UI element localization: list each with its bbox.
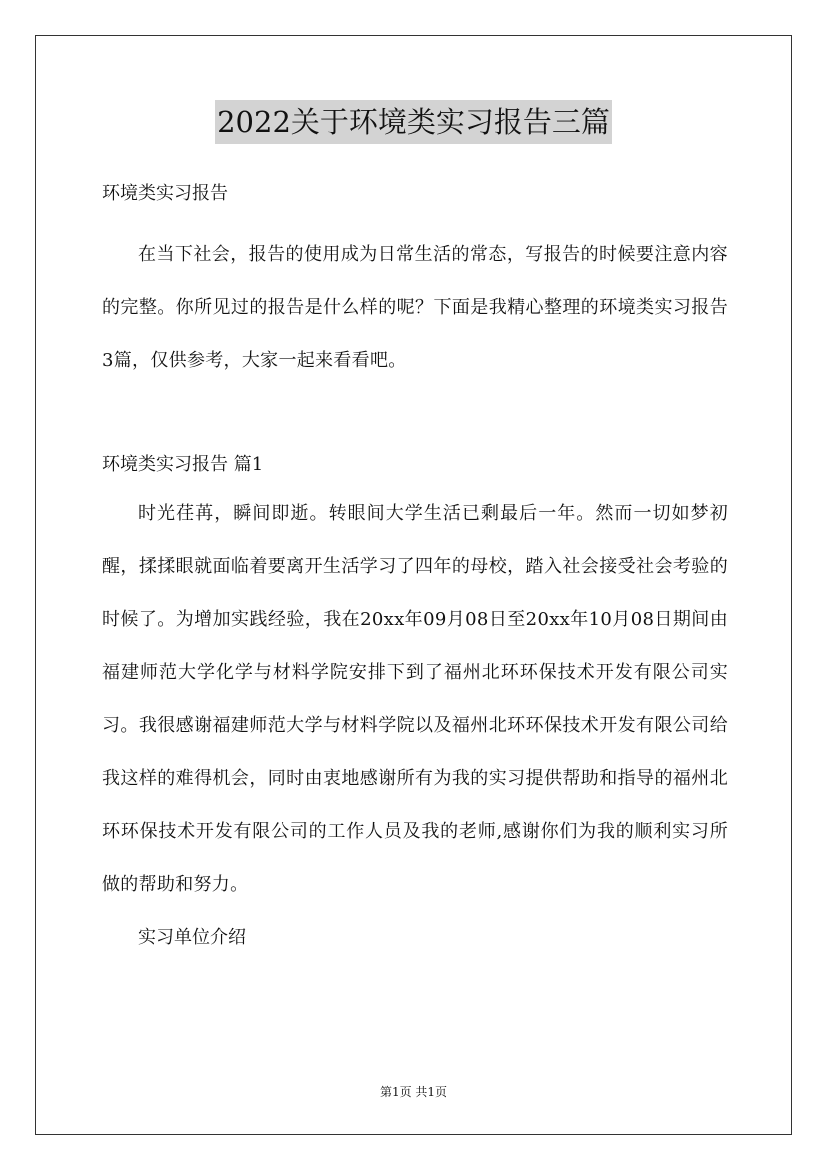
body-paragraph: 时光荏苒，瞬间即逝。转眼间大学生活已剩最后一年。然而一切如梦初醒，揉揉眼就面临着要离开生活学习了四年的母校，踏入社会接受社会考验的时候了。为增加实践经验，我在20xx年09月08日至20xx年10月08日期间由福建师范大学化学与材料学院安排下到了福州北环环保技术开发有限公司实习。我很感谢福建师范大学与材料学院以及福州北环环保技术开发有限公司给我这样的难得机会，同时由衷地感谢所有为我的实习提供帮助和指导的福州北环环保技术开发有限公司的工作人员及我的老师,感谢你们为我的顺利实习所做的帮助和努力。 (102, 503, 728, 895)
page-footer (0, 1083, 827, 1101)
document-body (102, 172, 728, 964)
title-container (0, 100, 827, 144)
intro-paragraph: 在当下社会，报告的使用成为日常生活的常态，写报告的时候要注意内容的完整。你所见过的报告是什么样的呢？下面是我精心整理的环境类实习报告3篇，仅供参考，大家一起来看看吧。 (102, 244, 728, 371)
sub-heading: 实习单位介绍 (138, 927, 246, 948)
spacer (102, 387, 728, 443)
document-title: 2022关于环境类实习报告三篇 (215, 100, 612, 144)
article-heading: 环境类实习报告 篇1 (102, 454, 264, 475)
page-number-label: 第1页 共1页 (379, 1085, 448, 1099)
section-heading: 环境类实习报告 (102, 183, 228, 204)
